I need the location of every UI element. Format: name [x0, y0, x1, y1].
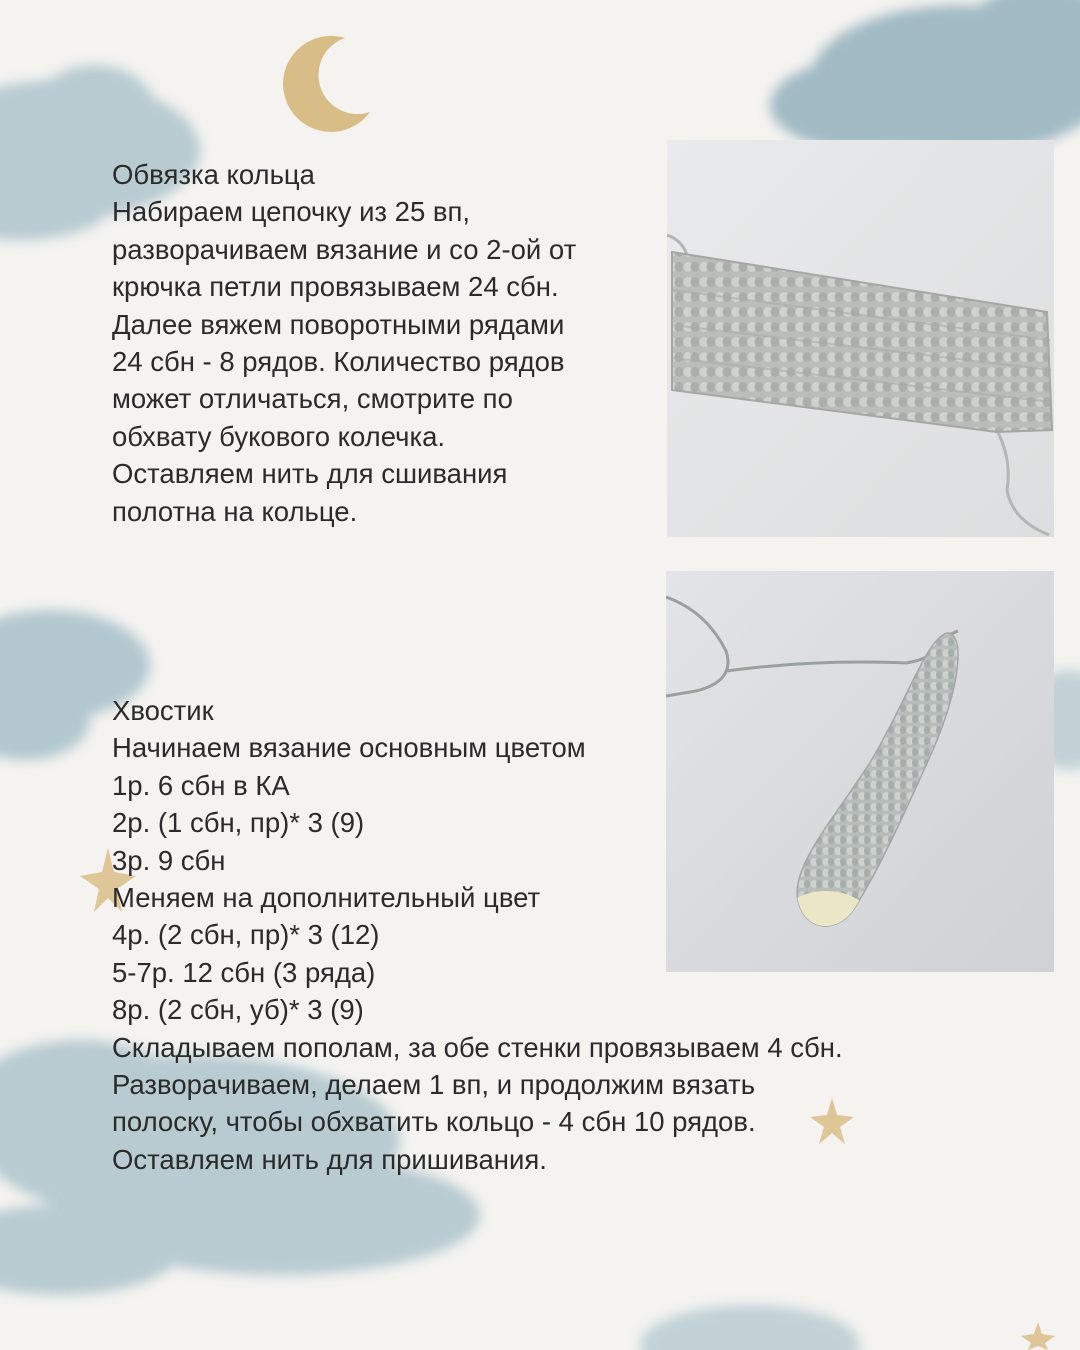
instruction-line: 3р. 9 сбн	[112, 844, 226, 876]
instruction-line: 2р. (1 сбн, пр)* 3 (9)	[112, 807, 365, 839]
instruction-line: Складываем пополам, за обе стенки провязываем 4 сбн.	[112, 1031, 843, 1063]
cloud-top-right	[770, 0, 1080, 155]
section-ring-text	[112, 156, 576, 530]
instruction-line: 1р. 6 сбн в КА	[112, 769, 290, 801]
instruction-line: полотна на кольце.	[112, 495, 358, 527]
instruction-line: разворачиваем вязание и со 2-ой от	[112, 233, 577, 265]
instruction-line: Набираем цепочку из 25 вп,	[112, 196, 471, 228]
star-icon	[1021, 1322, 1055, 1350]
instruction-line: может отличаться, смотрите по	[112, 383, 513, 415]
instruction-line: полоску, чтобы обхватить кольцо - 4 сбн 10 рядов.	[112, 1106, 756, 1138]
instruction-line: Меняем на дополнительный цвет	[112, 882, 541, 914]
instruction-line: обхвату букового колечка.	[112, 420, 446, 452]
section-title: Хвостик	[112, 695, 214, 726]
moon-icon	[283, 36, 370, 132]
instruction-line: Оставляем нить для пришивания.	[112, 1143, 547, 1175]
instruction-line: 24 сбн - 8 рядов. Количество рядов	[112, 346, 565, 378]
cloud-bottom-right	[640, 1305, 860, 1350]
instruction-line: 5-7р. 12 сбн (3 ряда)	[112, 956, 376, 988]
instruction-line: Далее вяжем поворотными рядами	[112, 308, 565, 340]
instruction-line: 4р. (2 сбн, пр)* 3 (12)	[112, 919, 380, 951]
section-title: Обвязка кольца	[112, 159, 315, 190]
section-tail-text	[112, 692, 843, 1178]
instruction-line: крючка петли провязываем 24 сбн.	[112, 271, 559, 303]
photo-crochet-strip	[667, 140, 1054, 537]
instruction-line: Оставляем нить для сшивания	[112, 458, 508, 490]
instruction-line: Разворачиваем, делаем 1 вп, и продолжим вязать	[112, 1069, 756, 1101]
instruction-line: Начинаем вязание основным цветом	[112, 732, 586, 764]
instruction-line: 8р. (2 сбн, уб)* 3 (9)	[112, 994, 364, 1026]
